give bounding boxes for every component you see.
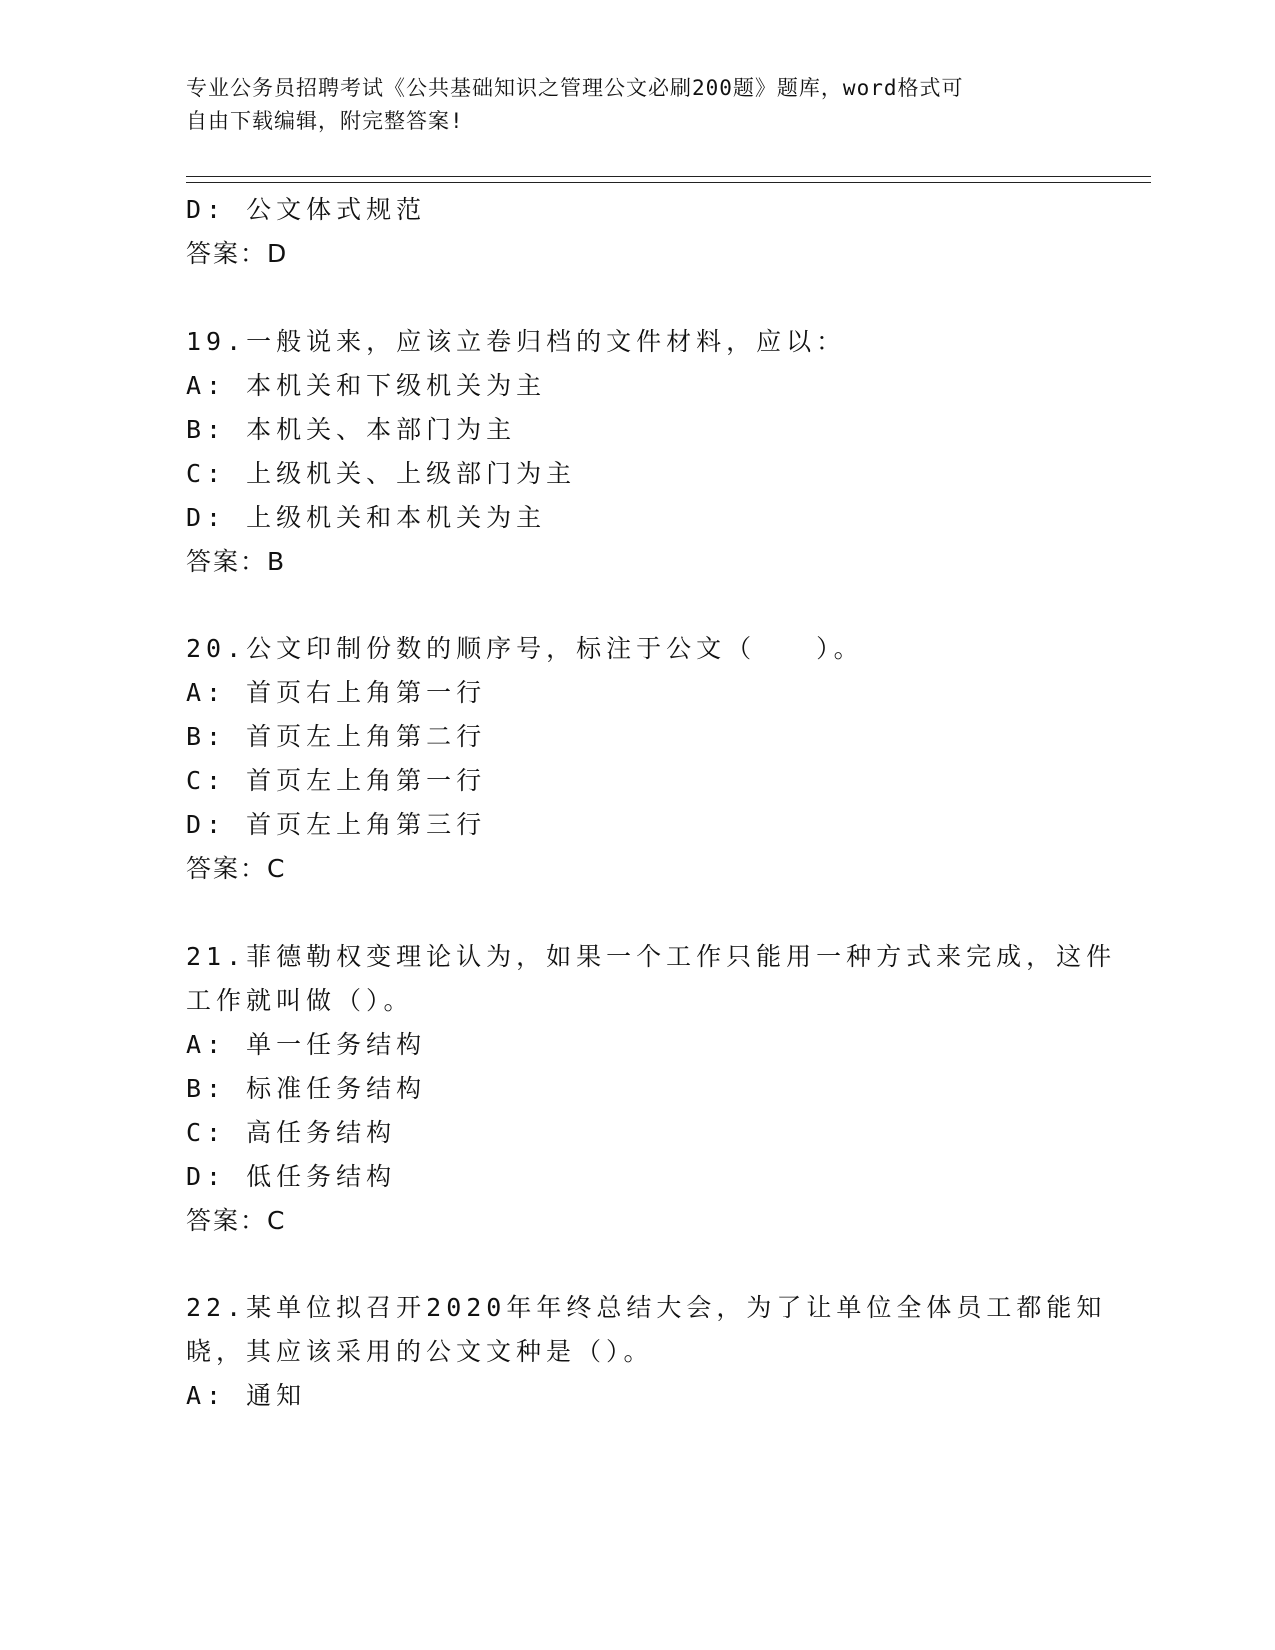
q19-question: 19.一般说来，应该立卷归档的文件材料，应以： [186,327,847,356]
q21-option-c: C: 高任务结构 [186,1118,397,1147]
q20-option-b: B: 首页左上角第二行 [186,722,487,751]
q22-question-line-2: 晓，其应该采用的公文文种是（）。 [186,1337,654,1366]
header-rule-top [186,176,1151,177]
q20-option-d: D: 首页左上角第三行 [186,810,487,839]
q19-option-b: B: 本机关、本部门为主 [186,415,517,444]
prev-answer: 答案：D [186,239,289,268]
q21-option-b: B: 标准任务结构 [186,1074,427,1103]
q22-option-a: A: 通知 [186,1381,307,1410]
q20-option-c: C: 首页左上角第一行 [186,766,487,795]
header-line-2: 自由下载编辑，附完整答案! [186,109,464,133]
q21-question-line-1: 21.菲德勒权变理论认为，如果一个工作只能用一种方式来完成，这件 [186,942,1117,971]
document-header [186,72,1086,138]
q21-option-a: A: 单一任务结构 [186,1030,427,1059]
q21-option-d: D: 低任务结构 [186,1162,397,1191]
header-line-1: 专业公务员招聘考试《公共基础知识之管理公文必刷200题》题库，word格式可 [186,76,964,100]
header-rule-bottom [186,182,1151,183]
q21-question-line-2: 工作就叫做（）。 [186,986,414,1015]
q19-option-d: D: 上级机关和本机关为主 [186,503,547,532]
prev-option-d: D: 公文体式规范 [186,195,427,224]
q20-answer: 答案：C [186,854,287,883]
q19-answer: 答案：B [186,547,287,576]
q19-option-c: C: 上级机关、上级部门为主 [186,459,577,488]
q20-question: 20.公文印制份数的顺序号，标注于公文（ ）。 [186,634,864,663]
q21-answer: 答案：C [186,1206,287,1235]
q19-option-a: A: 本机关和下级机关为主 [186,371,547,400]
q22-question-line-1: 22.某单位拟召开2020年年终总结大会，为了让单位全体员工都能知 [186,1293,1107,1322]
q20-option-a: A: 首页右上角第一行 [186,678,487,707]
